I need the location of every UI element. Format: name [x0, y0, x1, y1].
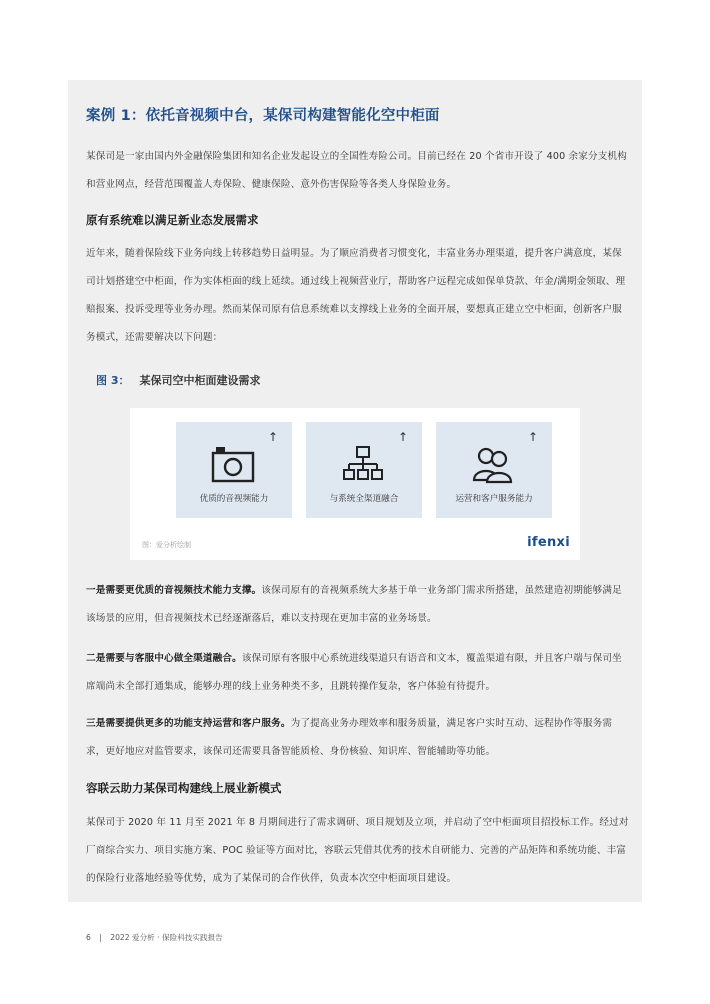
ifenxi-logo: ifenxi [527, 535, 570, 550]
card-label: 与系统全渠道融合 [329, 494, 399, 504]
point-lead: 三是需要提供更多的功能支持运营和客户服务。 [86, 718, 291, 729]
point-channel [86, 645, 630, 701]
section-heading-solution: 容联云助力某保司构建线上展业新模式 [86, 781, 282, 795]
camera-icon [210, 444, 256, 484]
figure-caption: 某保司空中柜面建设需求 [139, 374, 261, 387]
section-heading-problems: 原有系统难以满足新业态发展需求 [86, 213, 259, 227]
figure-title [96, 372, 260, 388]
point-text: 该保司原有的音视频系统大多基于单一业务部门需求所搭建，虽然建造初期能够满足该场景的应用，但音视频技术已经逐渐落后，难以支持现在更加丰富的业务场景。 [86, 585, 622, 624]
point-operations [86, 710, 630, 766]
card-label: 优质的音视频能力 [199, 494, 269, 504]
card-av-capability [176, 422, 292, 518]
point-av [86, 577, 630, 633]
page-footer [86, 932, 223, 943]
org-chart-icon [340, 444, 386, 484]
figure-number: 图 3： [96, 374, 130, 387]
card-label: 运营和客户服务能力 [455, 494, 533, 504]
problems-paragraph: 近年来，随着保险线下业务向线上转移趋势日益明显。为了顺应消费者习惯变化，丰富业务办理渠道，提升客户满意度，某保司计划搭建空中柜面，作为实体柜面的线上延续。通过线上视频营业厅，帮助客户远程完成如保单贷款、年金/满期金领取、理赔报案、投诉受理等业务办理。然而某保司原有信息系统难以支撑线上业务的全面开展，要想真正建立空中柜面，创新客户服务模式，还需要解决以下问题： [86, 248, 626, 343]
up-arrow-icon: ↑ [397, 430, 408, 444]
point-lead: 一是需要更优质的音视频技术能力支撑。 [86, 585, 262, 596]
point-text: 该保司原有客服中心系统进线渠道只有语音和文本，覆盖渠道有限，并且客户端与保司坐席端尚未全部打通集成，能够办理的线上业务种类不多，且跳转操作复杂，客户体验有待提升。 [86, 653, 622, 692]
card-channel-integration [306, 422, 422, 518]
figure-requirements [130, 408, 580, 560]
intro-paragraph: 某保司是一家由国内外金融保险集团和知名企业发起设立的全国性寿险公司。目前已经在 20 个省市开设了 400 余家分支机构和营业网点，经营范围覆盖人寿保险、健康保险、意外伤害保险等各类人身保险业务。 [86, 151, 627, 190]
up-arrow-icon: ↑ [527, 430, 538, 444]
page-number: 6 [86, 933, 91, 942]
up-arrow-icon: ↑ [267, 430, 278, 444]
solution-paragraph: 某保司于 2020 年 11 月至 2021 年 8 月期间进行了需求调研、项目规划及立项，并启动了空中柜面项目招投标工作。经过对厂商综合实力、项目实施方案、POC 验证等方面对比，容联云凭借其优秀的技术自研能力、完善的产品矩阵和系统功能、丰富的保险行业落地经验等优势，成为了某保司的合作伙伴，负责本次空中柜面项目建设。 [86, 817, 629, 884]
users-icon [470, 444, 516, 484]
figure-source: 图：爱分析绘制 [142, 541, 191, 549]
footer-separator: | [99, 933, 102, 942]
card-operations-service [436, 422, 552, 518]
report-name: 2022 爱分析 · 保险科技实践报告 [110, 933, 223, 942]
point-lead: 二是需要与客服中心做全渠道融合。 [86, 653, 242, 664]
point-text: 为了提高业务办理效率和服务质量，满足客户实时互动、远程协作等服务需求，更好地应对监管要求，该保司还需要具备智能质检、身份核验、知识库、智能辅助等功能。 [86, 718, 613, 757]
case-title: 案例 1：依托音视频中台，某保司构建智能化空中柜面 [86, 108, 440, 124]
